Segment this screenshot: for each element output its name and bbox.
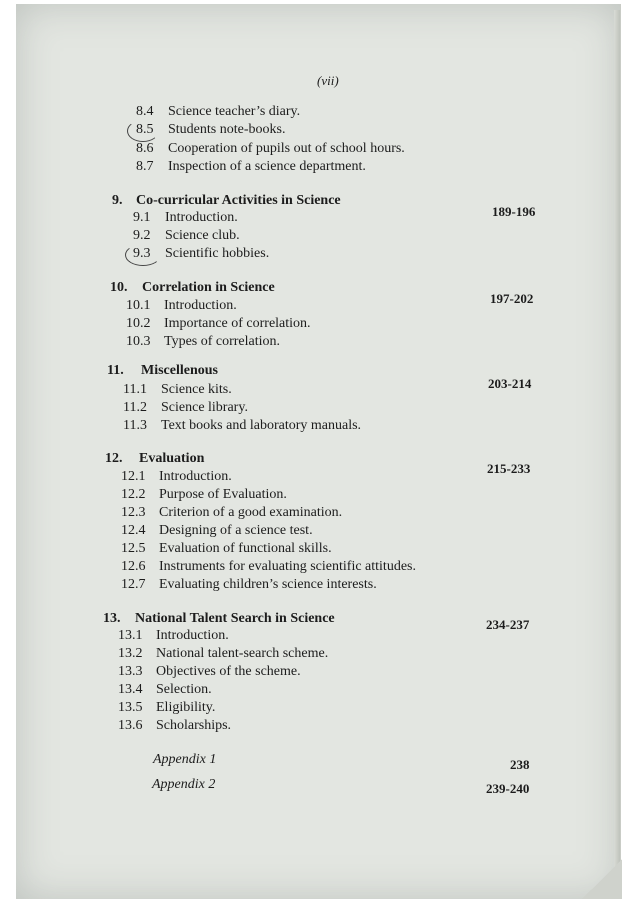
- toc-subsection: 13.6 Scholarships.: [118, 718, 232, 733]
- toc-chapter-title: 12. Evaluation: [105, 451, 205, 466]
- toc-appendix-title: Appendix 1: [153, 752, 217, 767]
- toc-appendix-title: Appendix 2: [152, 777, 216, 792]
- toc-subsection: 8.6 Cooperation of pupils out of school hours.: [136, 141, 405, 156]
- toc-subsection: 13.3 Objectives of the scheme.: [118, 664, 301, 679]
- toc-subsection: 11.2 Science library.: [123, 400, 248, 415]
- toc-subsection: 11.1 Science kits.: [123, 382, 232, 397]
- toc-subsection: 13.2 National talent-search scheme.: [118, 646, 329, 661]
- toc-subsection: 9.2 Science club.: [133, 228, 240, 243]
- toc-page-range: 234-237: [486, 617, 530, 632]
- toc-page-range: 197-202: [490, 291, 534, 306]
- toc-subsection: 9.1 Introduction.: [133, 210, 238, 225]
- toc-subsection: 13.4 Selection.: [118, 682, 212, 697]
- toc-subsection: 12.5 Evaluation of functional skills.: [121, 541, 332, 556]
- toc-subsection: 12.2 Purpose of Evaluation.: [121, 487, 287, 502]
- toc-chapter-title: 11. Miscellenous: [107, 363, 218, 378]
- toc-page-range: 189-196: [492, 204, 536, 219]
- toc-subsection: 10.3 Types of correlation.: [126, 334, 281, 349]
- toc-page-range: 203-214: [488, 376, 532, 391]
- pen-mark: [127, 120, 159, 142]
- toc-chapter-title: 9. Co-curricular Activities in Science: [112, 193, 341, 208]
- toc-subsection: 8.7 Inspection of a science department.: [136, 159, 366, 174]
- toc-subsection: 12.7 Evaluating children’s science interests.: [121, 577, 377, 592]
- pen-mark: [125, 244, 161, 266]
- toc-subsection: 13.5 Eligibility.: [118, 700, 216, 715]
- toc-page-range: 239-240: [486, 781, 530, 796]
- toc-subsection: 8.5 Students note-books.: [136, 122, 286, 137]
- toc-subsection: 11.3 Text books and laboratory manuals.: [123, 418, 362, 433]
- page-edge: [614, 10, 620, 890]
- toc-chapter-title: 13. National Talent Search in Science: [103, 611, 335, 626]
- toc-subsection: 12.4 Designing of a science test.: [121, 523, 313, 538]
- page-number-header: (vii): [317, 73, 339, 88]
- toc-chapter-title: 10. Correlation in Science: [110, 280, 275, 295]
- toc-subsection: 12.6 Instruments for evaluating scientific attitudes.: [121, 559, 416, 574]
- toc-subsection: 12.1 Introduction.: [121, 469, 232, 484]
- toc-subsection: 8.4 Science teacher’s diary.: [136, 104, 301, 119]
- toc-page-range: 238: [510, 757, 530, 772]
- toc-subsection: 9.3 Scientific hobbies.: [133, 246, 270, 261]
- toc-subsection: 10.1 Introduction.: [126, 298, 237, 313]
- toc-page-range: 215-233: [487, 461, 531, 476]
- page-corner: [582, 859, 622, 899]
- toc-subsection: 12.3 Criterion of a good examination.: [121, 505, 343, 520]
- toc-subsection: 10.2 Importance of correlation.: [126, 316, 311, 331]
- toc-subsection: 13.1 Introduction.: [118, 628, 229, 643]
